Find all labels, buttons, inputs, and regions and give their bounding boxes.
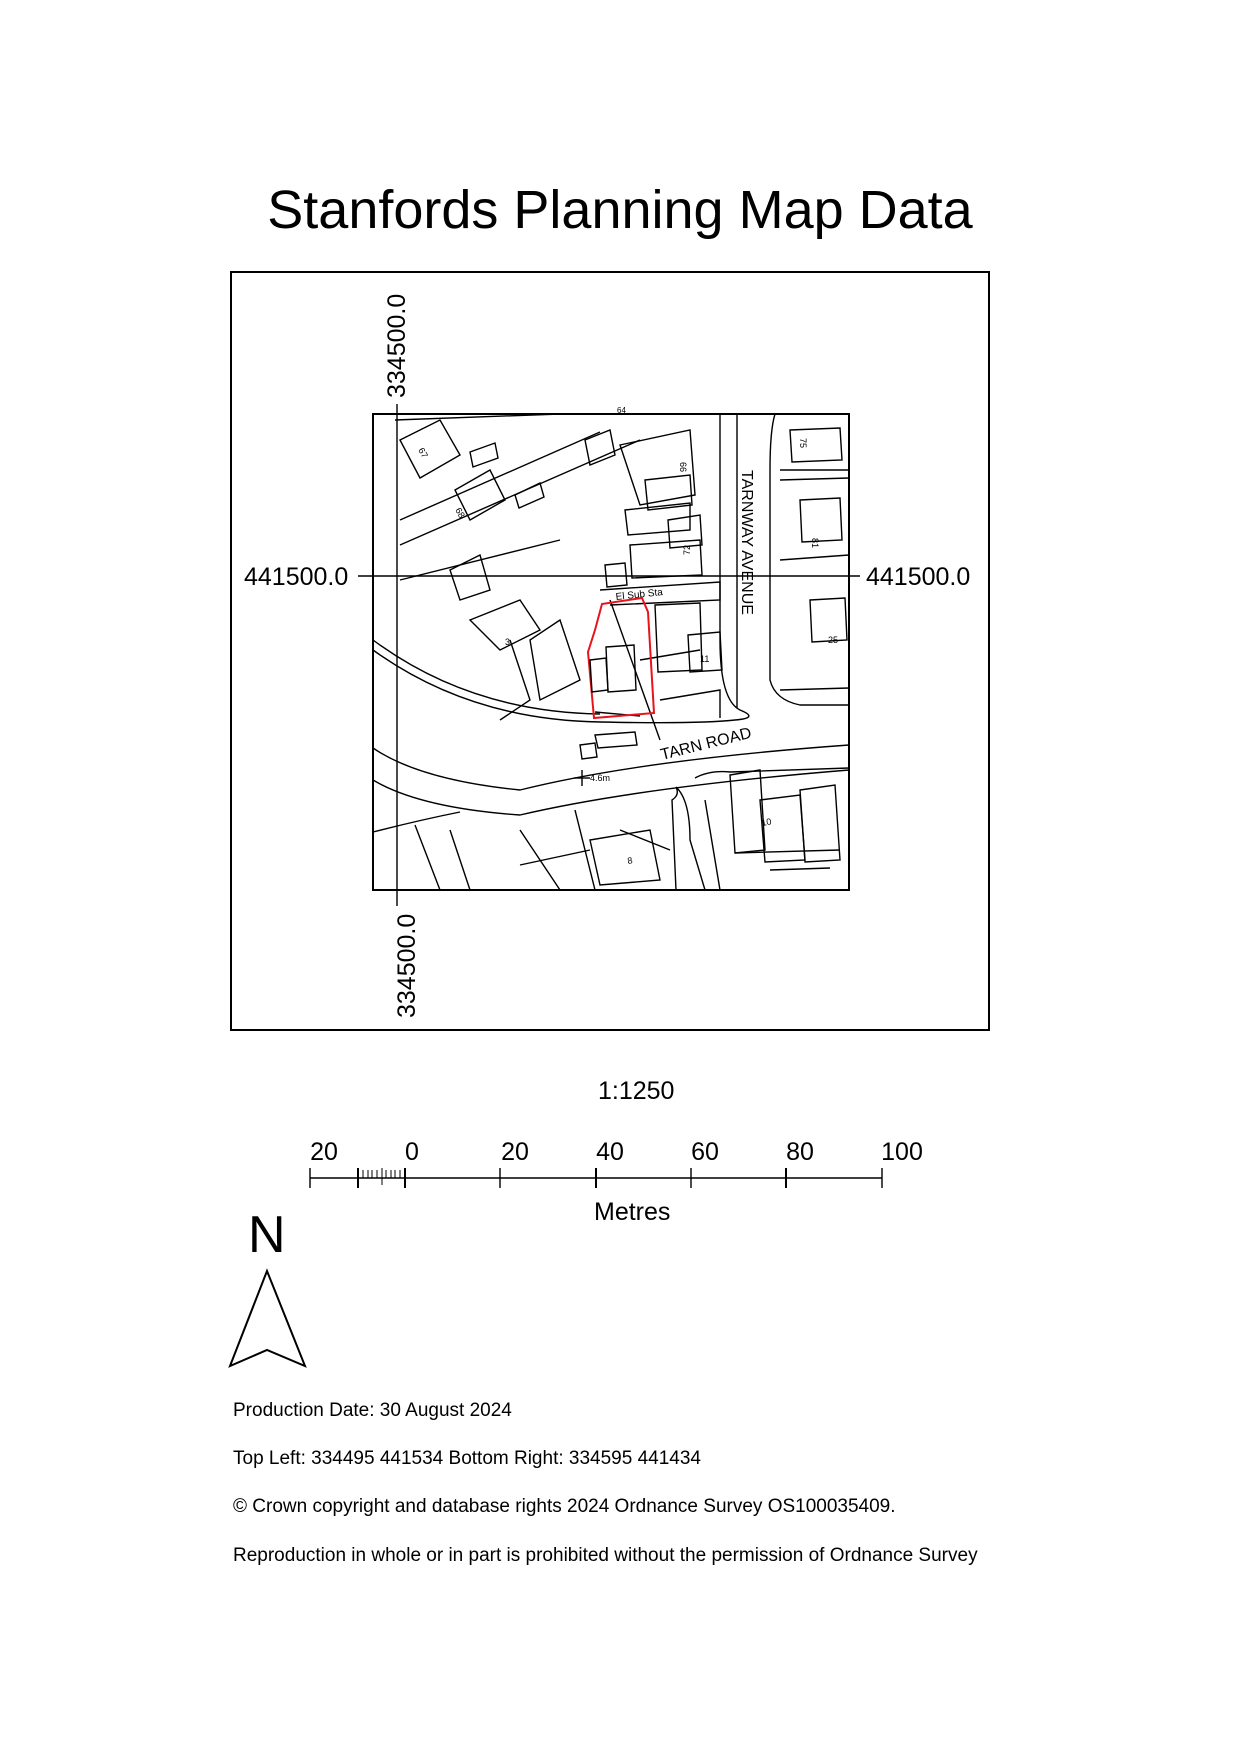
house-number: 10 [760,816,773,828]
house-number: 3 [505,637,511,647]
scale-tick-label: 20 [501,1138,529,1166]
production-date: Production Date: 30 August 2024 [233,1400,512,1421]
house-number: 8 [626,855,634,866]
scale-tick-label: 0 [405,1138,419,1166]
scale-tick-label: 40 [596,1138,624,1166]
scale-ratio: 1:1250 [598,1077,675,1105]
scale-tick-label: 60 [691,1138,719,1166]
site-boundary [588,598,654,718]
building-outlines [395,414,849,890]
house-number: 25 [828,635,839,645]
road-label-tarnway-avenue: TARNWAY AVENUE [738,470,755,615]
house-number: 64 [617,406,626,415]
map-label-el-sub-sta: El Sub Sta [615,587,664,603]
house-number: 81 [810,538,820,549]
north-label: N [248,1206,286,1264]
map-extent-box [373,414,849,890]
northing-label-top: 334500.0 [383,293,411,398]
spot-height-marker [574,770,590,786]
scale-bar [310,1168,882,1188]
house-number: 68 [453,506,467,520]
easting-label-left: 441500.0 [244,563,349,591]
copyright-notice: © Crown copyright and database rights 2024 Ordnance Survey OS100035409. [233,1496,896,1517]
easting-label-right: 441500.0 [866,563,971,591]
house-number: 72 [682,544,692,555]
house-number: 67 [416,446,430,460]
reproduction-notice: Reproduction in whole or in part is prohibited without the permission of Ordnance Survey [233,1545,978,1566]
map-label-spot-height: 4.6m [590,773,611,783]
map-extent-text: Top Left: 334495 441534 Bottom Right: 334595 441434 [233,1448,701,1469]
scale-tick-label: 20 [310,1138,338,1166]
scale-tick-label: 100 [881,1138,923,1166]
northing-label-bottom: 334500.0 [393,913,421,1018]
scale-tick-label: 80 [786,1138,814,1166]
house-number: 75 [798,438,808,449]
house-number: 66 [678,462,688,473]
road-outlines [373,414,849,890]
house-number: 11 [700,654,710,664]
scale-units: Metres [594,1198,671,1226]
page-title: Stanfords Planning Map Data [267,180,973,240]
road-label-tarn-road: TARN ROAD [658,724,754,764]
north-arrow-icon [230,1271,305,1366]
